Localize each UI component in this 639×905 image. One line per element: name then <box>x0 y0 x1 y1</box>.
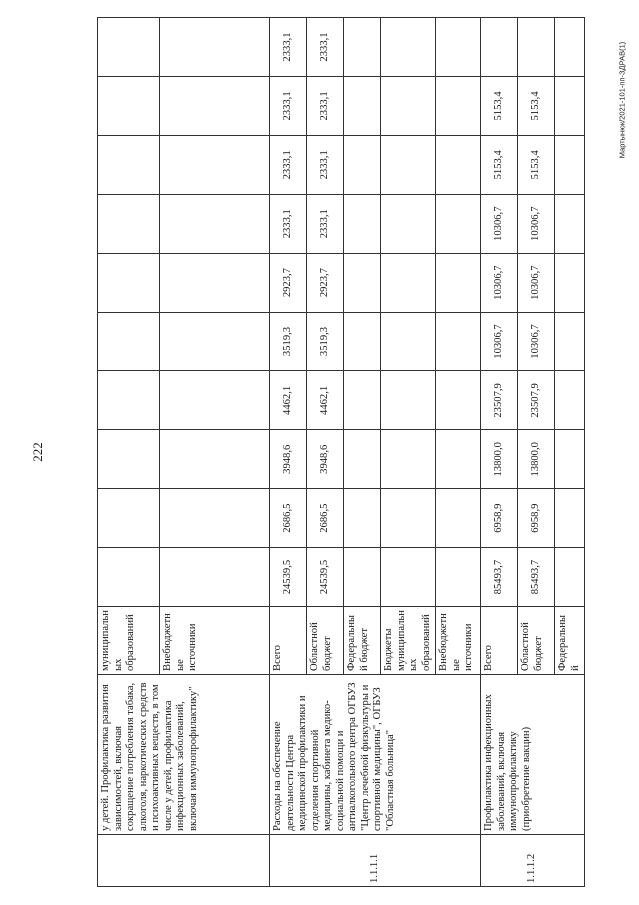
value-cell: 24539,5 <box>270 548 307 607</box>
value-cell <box>555 548 585 607</box>
value-cell <box>436 312 481 371</box>
value-cell <box>344 253 381 312</box>
value-cell: 4462,1 <box>270 371 307 430</box>
row-code <box>98 835 270 887</box>
value-cell <box>98 548 160 607</box>
value-cell <box>555 135 585 194</box>
value-cell: 3948,6 <box>270 430 307 489</box>
value-cell <box>160 489 270 548</box>
value-cell <box>98 253 160 312</box>
value-cell <box>344 548 381 607</box>
value-cell <box>344 371 381 430</box>
value-cell <box>98 18 160 77</box>
budget-table <box>97 17 585 887</box>
value-cell <box>344 18 381 77</box>
value-cell: 10306,7 <box>481 194 518 253</box>
value-cell: 10306,7 <box>518 253 555 312</box>
value-cell <box>344 430 381 489</box>
row-source: Всего <box>270 607 307 675</box>
value-cell: 23507,9 <box>518 371 555 430</box>
value-cell: 13800,0 <box>518 430 555 489</box>
row-source: Областной бюджет <box>518 607 555 675</box>
value-cell: 5153,4 <box>518 76 555 135</box>
table-container <box>97 17 582 887</box>
value-cell: 85493,7 <box>518 548 555 607</box>
value-cell: 23507,9 <box>481 371 518 430</box>
value-cell <box>160 371 270 430</box>
value-cell <box>381 253 436 312</box>
value-cell <box>436 489 481 548</box>
value-cell: 3519,3 <box>307 312 344 371</box>
document-code: Мартынюк/2021-101-пп-ЗДРАВ(1) <box>617 41 627 159</box>
value-cell <box>344 76 381 135</box>
value-cell: 85493,7 <box>481 548 518 607</box>
row-source: Внебюджетные источники <box>160 607 270 675</box>
value-cell <box>381 76 436 135</box>
row-source: Бюджеты муниципальных образований <box>381 607 436 675</box>
rotated-sheet <box>97 17 582 887</box>
value-cell <box>436 194 481 253</box>
value-cell <box>381 548 436 607</box>
value-cell: 2686,5 <box>307 489 344 548</box>
value-cell <box>555 253 585 312</box>
row-name: Профилактика инфекционных заболеваний, включая иммунопрофилактику (приобретение вакцин) <box>481 675 585 835</box>
value-cell <box>555 371 585 430</box>
value-cell <box>381 18 436 77</box>
page-number: 222 <box>30 442 45 462</box>
value-cell: 2333,1 <box>307 135 344 194</box>
value-cell <box>555 76 585 135</box>
row-source: муниципальных образований <box>98 607 160 675</box>
value-cell <box>555 489 585 548</box>
value-cell <box>381 194 436 253</box>
value-cell: 6958,9 <box>481 489 518 548</box>
value-cell <box>98 312 160 371</box>
value-cell: 2923,7 <box>270 253 307 312</box>
value-cell <box>160 76 270 135</box>
value-cell <box>344 135 381 194</box>
value-cell <box>481 18 518 77</box>
value-cell: 5153,4 <box>518 135 555 194</box>
value-cell: 2686,5 <box>270 489 307 548</box>
table-row <box>98 18 160 887</box>
value-cell <box>98 76 160 135</box>
value-cell <box>98 194 160 253</box>
value-cell: 2333,1 <box>270 135 307 194</box>
value-cell <box>436 18 481 77</box>
table-row <box>481 18 518 887</box>
row-source: Областной бюджет <box>307 607 344 675</box>
value-cell: 2333,1 <box>307 76 344 135</box>
value-cell <box>160 548 270 607</box>
value-cell <box>381 135 436 194</box>
value-cell <box>518 18 555 77</box>
row-source: Внебюджетные источники <box>436 607 481 675</box>
value-cell <box>436 253 481 312</box>
value-cell: 3948,6 <box>307 430 344 489</box>
row-name: у детей. Профилактика развития зависимостей, включая сокращение потребления табака, алкоголя, наркотических средств и психоактивных веществ, в том числе у детей, профилактика инфекционных заболеваний, включая иммунопрофилактику" <box>98 675 270 835</box>
value-cell: 24539,5 <box>307 548 344 607</box>
value-cell <box>98 489 160 548</box>
value-cell <box>436 135 481 194</box>
row-name: Расходы на обеспечение деятельности Центра медицинской профилактики и отделения спортивной медицины, кабинета медико-социальной помощи и антиалкогольного центра ОГБУЗ "Центр лечебной физкультуры и спортивной медицины", ОГБУЗ "Областная больница" <box>270 675 481 835</box>
value-cell <box>436 430 481 489</box>
row-source: Федеральный <box>555 607 585 675</box>
value-cell <box>555 312 585 371</box>
value-cell <box>381 371 436 430</box>
value-cell: 5153,4 <box>481 135 518 194</box>
value-cell <box>98 135 160 194</box>
row-source: Всего <box>481 607 518 675</box>
row-source: Федеральный бюджет <box>344 607 381 675</box>
value-cell <box>160 18 270 77</box>
value-cell: 10306,7 <box>518 312 555 371</box>
row-code: 1.1.1.2 <box>481 835 585 887</box>
value-cell: 2333,1 <box>270 194 307 253</box>
value-cell <box>436 76 481 135</box>
value-cell: 2923,7 <box>307 253 344 312</box>
value-cell <box>344 312 381 371</box>
value-cell <box>160 312 270 371</box>
value-cell <box>555 430 585 489</box>
value-cell: 2333,1 <box>307 194 344 253</box>
value-cell: 10306,7 <box>481 312 518 371</box>
value-cell <box>381 312 436 371</box>
value-cell <box>436 371 481 430</box>
value-cell <box>555 18 585 77</box>
value-cell <box>160 135 270 194</box>
value-cell <box>436 548 481 607</box>
value-cell: 10306,7 <box>518 194 555 253</box>
value-cell: 3519,3 <box>270 312 307 371</box>
row-code: 1.1.1.1 <box>270 835 481 887</box>
table-row <box>270 18 307 887</box>
table-body <box>98 18 585 887</box>
value-cell: 6958,9 <box>518 489 555 548</box>
value-cell <box>98 371 160 430</box>
value-cell <box>344 194 381 253</box>
value-cell: 10306,7 <box>481 253 518 312</box>
value-cell <box>160 430 270 489</box>
value-cell: 2333,1 <box>307 18 344 77</box>
value-cell <box>344 489 381 548</box>
value-cell <box>160 253 270 312</box>
value-cell <box>555 194 585 253</box>
value-cell: 4462,1 <box>307 371 344 430</box>
value-cell: 5153,4 <box>481 76 518 135</box>
value-cell: 13800,0 <box>481 430 518 489</box>
value-cell: 2333,1 <box>270 18 307 77</box>
value-cell <box>160 194 270 253</box>
value-cell <box>381 430 436 489</box>
value-cell: 2333,1 <box>270 76 307 135</box>
value-cell <box>381 489 436 548</box>
value-cell <box>98 430 160 489</box>
